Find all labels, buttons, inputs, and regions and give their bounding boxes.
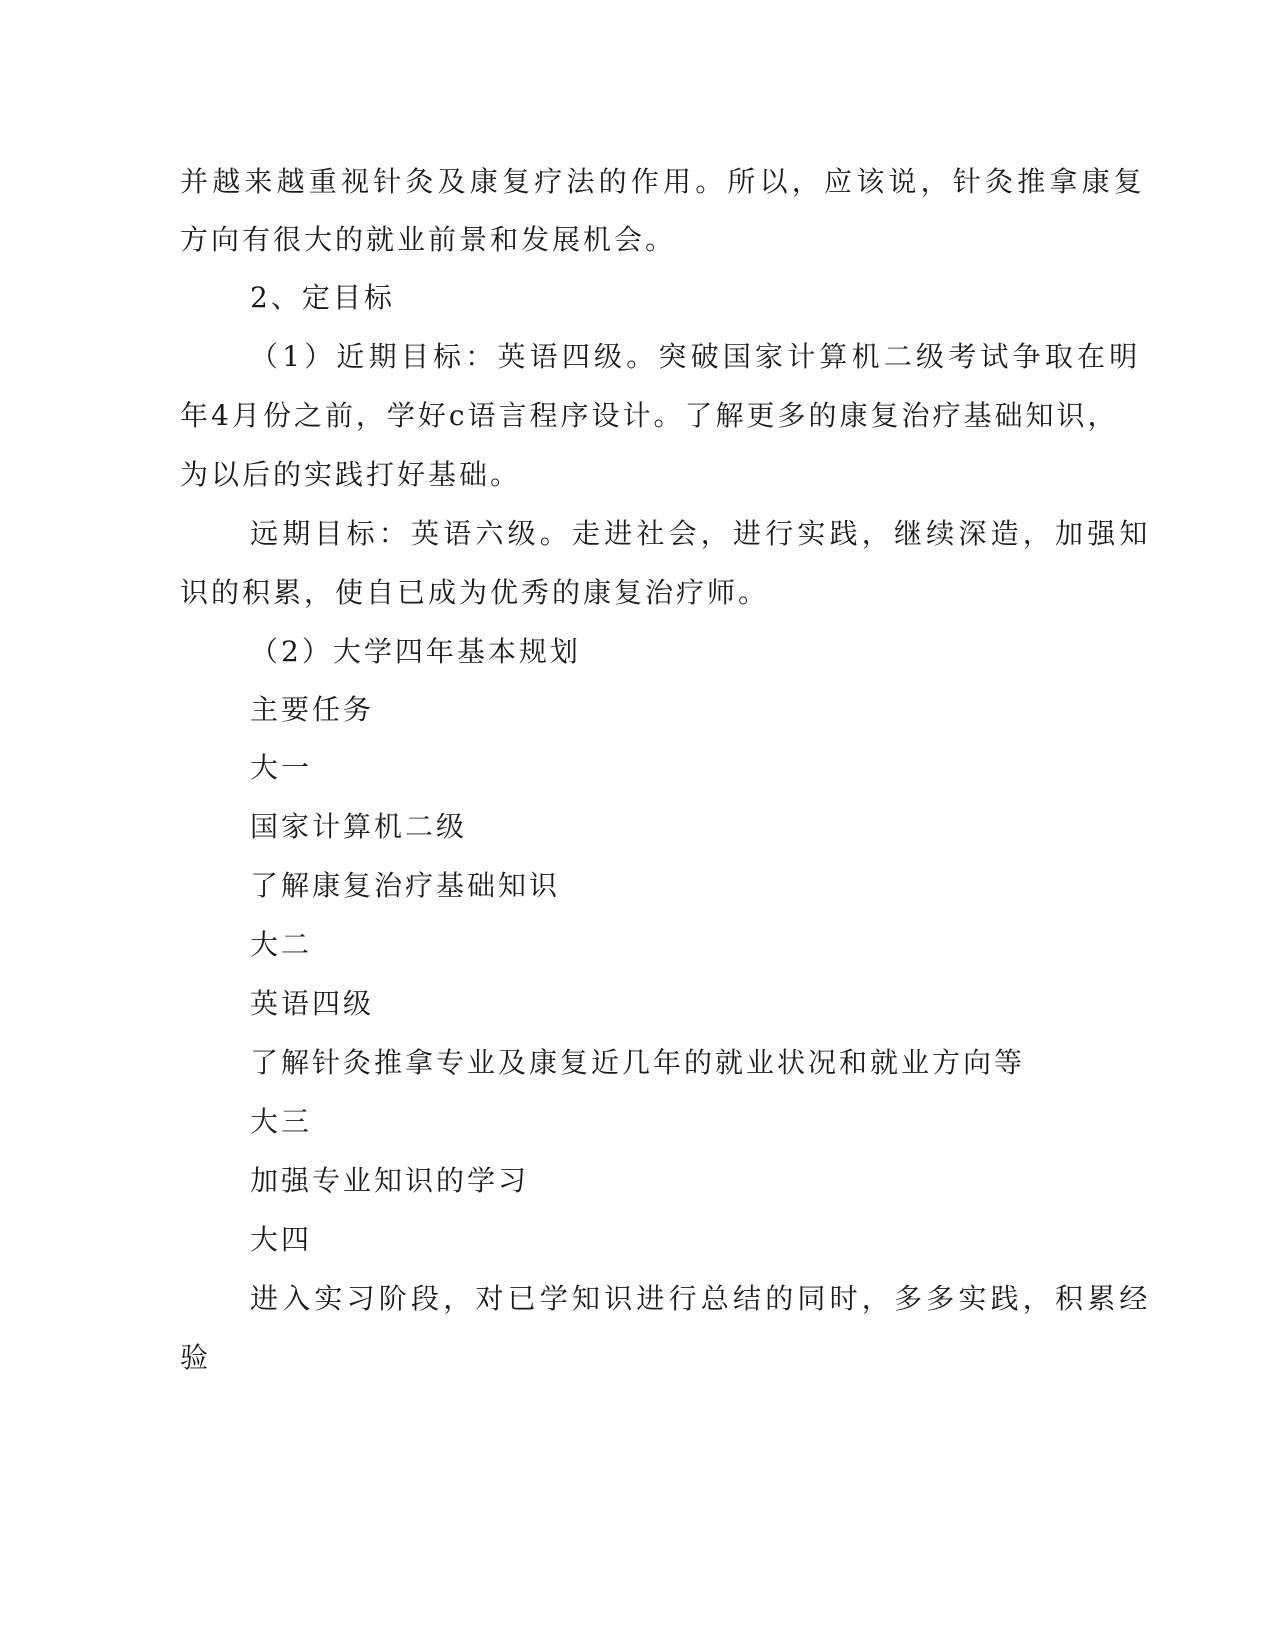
- list-item: 英语四级: [250, 987, 375, 1020]
- paragraph-line: 进入实习阶段，对已学知识进行总结的同时，多多实践，积累经: [250, 1282, 1152, 1315]
- list-item: 大三: [250, 1105, 313, 1138]
- subsection-heading: （2）大学四年基本规划: [250, 635, 581, 668]
- paragraph-line: 识的积累，使自已成为优秀的康复治疗师。: [180, 576, 770, 609]
- list-item: 了解针灸推拿专业及康复近几年的就业状况和就业方向等: [250, 1046, 1026, 1079]
- paragraph-line: 为以后的实践打好基础。: [180, 458, 522, 491]
- section-heading: 2、定目标: [250, 281, 395, 314]
- list-item: 加强专业知识的学习: [250, 1164, 530, 1197]
- paragraph-line: 年4月份之前，学好c语言程序设计。了解更多的康复治疗基础知识，: [180, 399, 1119, 432]
- paragraph-line: （1）近期目标：英语四级。突破国家计算机二级考试争取在明: [250, 340, 1142, 373]
- list-item: 大四: [250, 1223, 313, 1256]
- paragraph-line: 并越来越重视针灸及康复疗法的作用。所以，应该说，针灸推拿康复: [180, 165, 1147, 198]
- list-item: 大二: [250, 928, 313, 961]
- list-item: 了解康复治疗基础知识: [250, 869, 561, 902]
- list-item: 国家计算机二级: [250, 810, 468, 843]
- list-item: 主要任务: [250, 693, 375, 726]
- paragraph-line: 方向有很大的就业前景和发展机会。: [180, 223, 677, 256]
- paragraph-line: 验: [180, 1341, 212, 1374]
- list-item: 大一: [250, 751, 313, 784]
- paragraph-line: 远期目标：英语六级。走进社会，进行实践，继续深造，加强知: [250, 517, 1152, 550]
